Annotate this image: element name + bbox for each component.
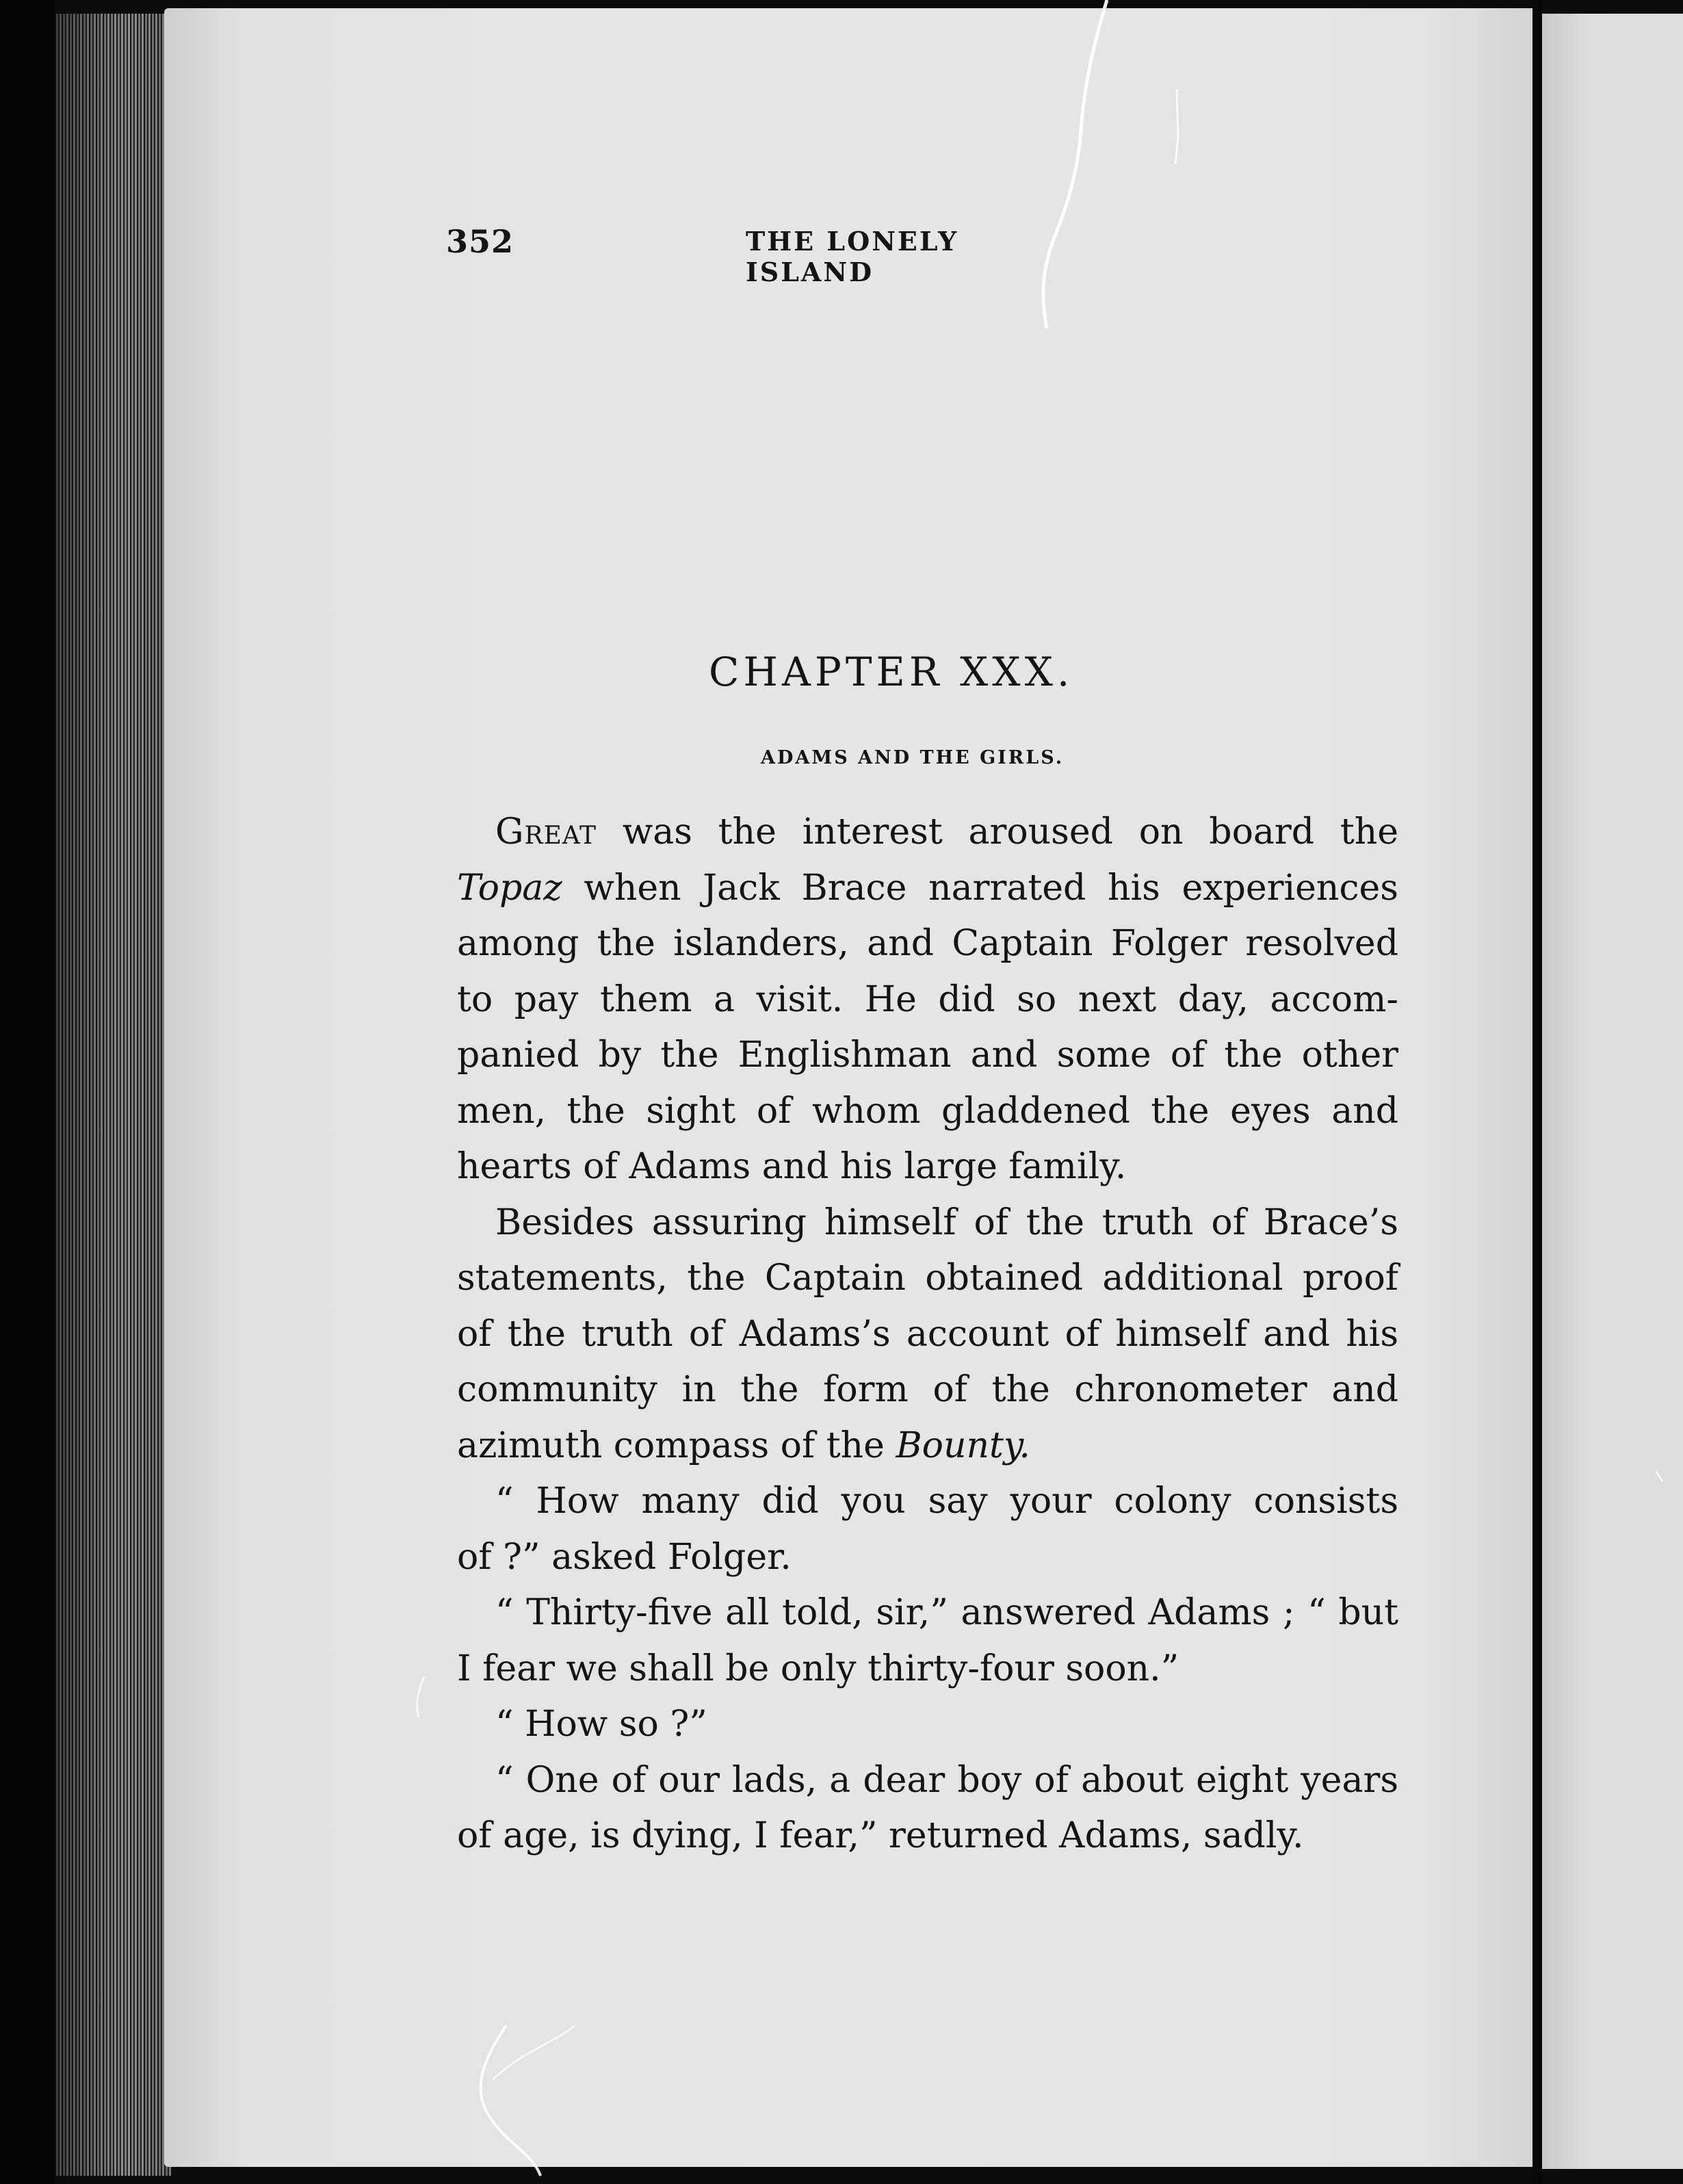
scan-left-border: [0, 0, 55, 2184]
book-gutter: [1532, 0, 1542, 2184]
text-line: panied by the Englishman and some of the other: [457, 1035, 1398, 1076]
paragraph: [457, 1195, 1398, 1474]
text-line: Great was the interest aroused on board the: [495, 811, 1398, 853]
text-line: of ?” asked Folger.: [457, 1536, 792, 1578]
text-line: men, the sight of whom gladdened the eyes and: [457, 1090, 1398, 1132]
paragraph: [457, 1753, 1398, 1864]
paragraph: [457, 805, 1398, 1195]
text-line: “ Thirty-five all told, sir,” answered Adams ; “ but: [495, 1592, 1398, 1633]
running-head: [446, 223, 1089, 287]
text-line: azimuth compass of the Bounty.: [457, 1425, 1030, 1466]
paragraph: [457, 1474, 1398, 1585]
text-line: I fear we shall be only thirty-four soon.”: [457, 1648, 1179, 1689]
text-line: “ How many did you say your colony consists: [495, 1481, 1398, 1522]
book-page-edges-shade: [55, 14, 171, 2176]
text-line: to pay them a visit. He did so next day, accom-: [457, 978, 1398, 1020]
running-title: THE LONELY ISLAND: [746, 226, 959, 287]
text-line: community in the form of the chronometer and: [457, 1369, 1398, 1410]
text-line: statements, the Captain obtained additional proof: [457, 1258, 1398, 1299]
page-number: 352: [446, 223, 514, 260]
text-line: among the islanders, and Captain Folger resolved: [457, 923, 1398, 964]
drop-lead-word: Great: [495, 811, 597, 853]
text-line: Topaz when Jack Brace narrated his experiences: [457, 867, 1398, 909]
text-line: Besides assuring himself of the truth of Brace’s: [495, 1201, 1398, 1243]
paragraph: [457, 1697, 1398, 1753]
chapter-subtitle: ADAMS AND THE GIRLS.: [761, 747, 1065, 768]
text-line: of the truth of Adams’s account of himself and his: [457, 1313, 1398, 1355]
text-line: hearts of Adams and his large family.: [457, 1146, 1127, 1187]
text-line: of age, is dying, I fear,” returned Adams, sadly.: [457, 1815, 1304, 1856]
ship-name: Topaz: [457, 867, 562, 909]
text-line: “ One of our lads, a dear boy of about eight years: [495, 1759, 1398, 1801]
chapter-title: CHAPTER XXX.: [709, 649, 1074, 695]
body-text: [457, 805, 1398, 1864]
text-line: “ How so ?”: [495, 1704, 707, 1745]
ship-name: Bounty.: [896, 1425, 1030, 1466]
paragraph: [457, 1585, 1398, 1697]
facing-page-edge: [1542, 14, 1683, 2169]
